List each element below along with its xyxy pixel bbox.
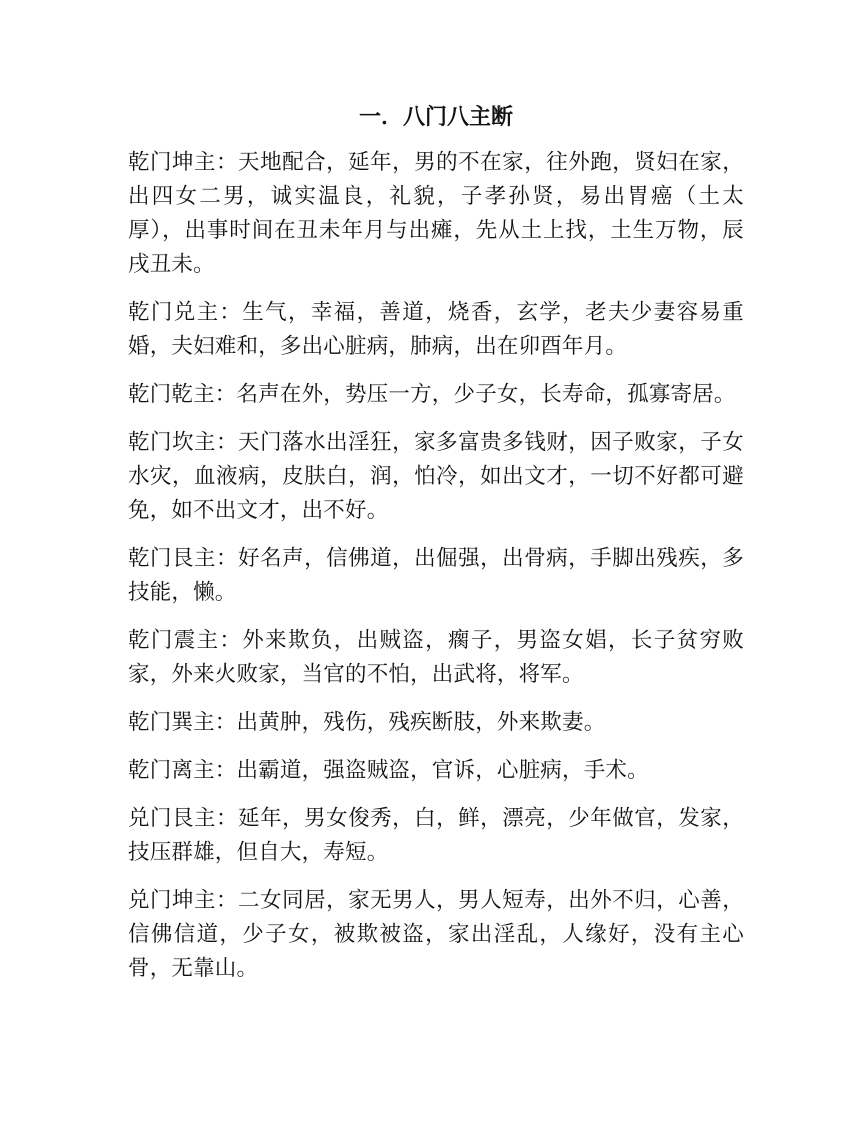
- paragraph-qian-dui: 乾门兑主：生气，幸福，善道，烧香，玄学，老夫少妻容易重婚，夫妇难和，多出心脏病，肺病，出在卯酉年月。: [128, 300, 744, 359]
- paragraph-qian-xun: 乾门巽主：出黄肿，残伤，残疾断肢，外来欺妻。: [128, 710, 606, 735]
- paragraph-qian-zhen: 乾门震主：外来欺负，出贼盗，瘸子，男盗女娼，长子贫穷败家，外来火败家，当官的不怕，出武将，将军。: [128, 628, 744, 687]
- section-title: 一．八门八主断: [358, 105, 513, 130]
- paragraph-qian-qian: 乾门乾主：名声在外，势压一方，少子女，长寿命，孤寡寄居。: [128, 382, 736, 407]
- paragraph-dui-gen: 兑门艮主：延年，男女俊秀，白，鲜，漂亮，少年做官，发家，技压群雄，但自大，寿短。: [128, 806, 744, 865]
- paragraph-qian-gen: 乾门艮主：好名声，信佛道，出倔强，出骨病，手脚出残疾，多技能，懒。: [128, 546, 744, 605]
- paragraph-dui-kun: 兑门坤主：二女同居，家无男人，男人短寿，出外不归，心善，信佛信道，少子女，被欺被盗，家出淫乱，人缘好，没有主心骨，无靠山。: [128, 888, 744, 981]
- paragraph-qian-kun: 乾门坤主：天地配合，延年，男的不在家，往外跑，贤妇在家，出四女二男，诚实温良，礼貌，子孝孙贤，易出胃癌（土太厚），出事时间在丑未年月与出瘫，先从土上找，土生万物，辰戌丑未。: [128, 150, 744, 277]
- paragraph-qian-kan: 乾门坎主：天门落水出淫狂，家多富贵多钱财，因子败家，子女水灾，血液病，皮肤白，润，怕冷，如出文才，一切不好都可避免，如不出文才，出不好。: [128, 430, 744, 523]
- paragraph-qian-li: 乾门离主：出霸道，强盗贼盗，官诉，心脏病，手术。: [128, 758, 649, 783]
- document-page: [128, 100, 744, 1000]
